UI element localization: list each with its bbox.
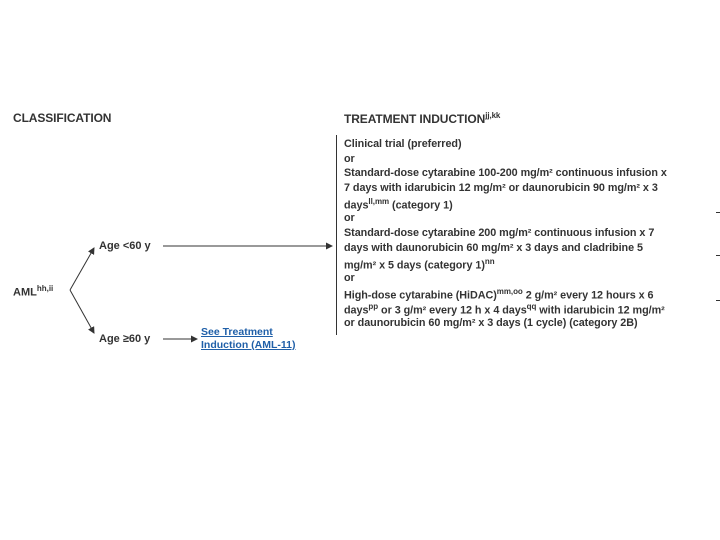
branch-line-old [70, 290, 94, 333]
treatment-line: days$^{ll,mm}$ (category 1) [344, 197, 453, 212]
treatment-line: days$^{pp}$ or 3 g/m² every 12 h x 4 days$^{qq}$ with idarubicin 12 mg/m² [344, 302, 665, 317]
see-treatment-induction-link[interactable]: See Treatment Induction (AML-11) [201, 326, 296, 351]
age-60-plus-label: Age ≥60 y [99, 333, 151, 345]
treatment-line: Standard-dose cytarabine 100-200 mg/m² continuous infusion x [344, 167, 667, 179]
treatment-induction-header: TREATMENT $INDUCTION^{jj,kk}$ [344, 111, 501, 126]
connector-tick [716, 300, 720, 301]
treatment-line: High-dose cytarabine (HiDAC)$^{mm,oo}$ 2 g/m² every 12 hours x 6 [344, 287, 654, 302]
treatment-line: 7 days with idarubicin 12 mg/m² or daunorubicin 90 mg/m² x 3 [344, 182, 658, 194]
treatment-line: or [344, 153, 355, 165]
classification-header: CLASSIFICATION [13, 111, 112, 125]
treatment-line: Standard-dose cytarabine 200 mg/m² continuous infusion x 7 [344, 227, 655, 239]
treatment-line: days with daunorubicin 60 mg/m² x 3 days and cladribine 5 [344, 242, 643, 254]
treatment-line: Clinical trial (preferred) [344, 138, 462, 150]
branch-line-young [70, 248, 94, 290]
treatment-line: or [344, 212, 355, 224]
treatment-line: or [344, 272, 355, 284]
connector-tick [716, 212, 720, 213]
age-under-60-label: Age <60 y [99, 240, 151, 252]
treatment-options-box [336, 135, 720, 335]
treatment-line: or daunorubicin 60 mg/m² x 3 days (1 cycle) (category 2B) [344, 317, 638, 329]
treatment-line: mg/m² x 5 days (category 1)$^{nn}$ [344, 257, 495, 272]
aml-label: $AML^{hh,ii}$ [13, 284, 54, 299]
connector-tick [716, 255, 720, 256]
